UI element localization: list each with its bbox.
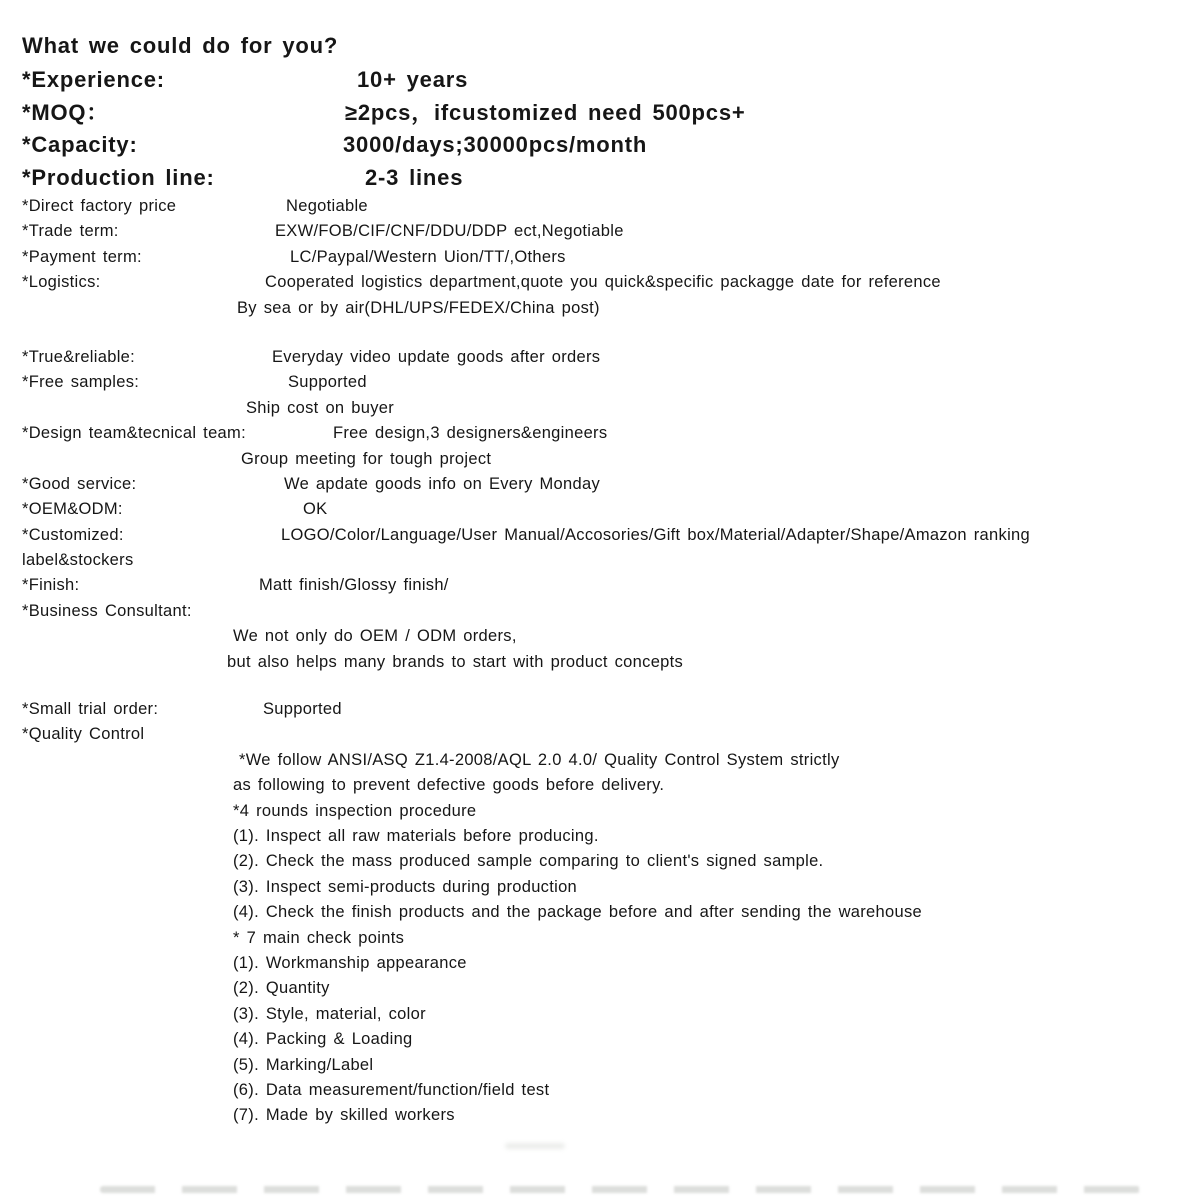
line-value: ≥2pcs，ifcustomized need 500pcs+ bbox=[345, 99, 746, 125]
cropped-bottom-text-artifact bbox=[100, 1186, 1140, 1193]
doc-line bbox=[0, 1002, 1200, 1027]
line-value: 10+ years bbox=[357, 67, 469, 92]
line-value: LC/Paypal/Western Uion/TT/,Others bbox=[290, 247, 566, 266]
line-label: *MOQ： bbox=[22, 99, 110, 125]
doc-line bbox=[0, 296, 1200, 321]
line-value: (7). Made by skilled workers bbox=[233, 1106, 455, 1125]
doc-line bbox=[0, 245, 1200, 270]
line-value: *We follow ANSI/ASQ Z1.4-2008/AQL 2.0 4.0/ Quality Control System strictly bbox=[239, 750, 840, 769]
line-label: *Capacity: bbox=[22, 132, 138, 157]
doc-line bbox=[0, 523, 1200, 548]
doc-line bbox=[0, 129, 1200, 162]
line-value: (4). Check the finish products and the package before and after sending the warehouse bbox=[233, 903, 922, 922]
doc-line bbox=[0, 421, 1200, 446]
line-label: *Logistics: bbox=[22, 273, 101, 292]
line-label: *Good service: bbox=[22, 474, 137, 493]
line-label: *Experience: bbox=[22, 67, 165, 92]
line-value: LOGO/Color/Language/User Manual/Accosories/Gift box/Material/Adapter/Shape/Amazon ranking bbox=[281, 525, 1030, 544]
doc-line bbox=[0, 370, 1200, 395]
doc-line bbox=[0, 824, 1200, 849]
line-label: *Design team&tecnical team: bbox=[22, 424, 246, 443]
line-value: (2). Quantity bbox=[233, 979, 330, 998]
doc-line bbox=[0, 97, 1200, 130]
page-title: What we could do for you? bbox=[22, 33, 339, 58]
line-value: (6). Data measurement/function/field test bbox=[233, 1080, 550, 1099]
line-value: Ship cost on buyer bbox=[246, 398, 395, 417]
doc-line bbox=[0, 548, 1200, 573]
doc-line bbox=[0, 926, 1200, 951]
doc-line bbox=[0, 396, 1200, 421]
line-value: 2-3 lines bbox=[365, 164, 464, 190]
scan-smudge-artifact bbox=[505, 1143, 565, 1149]
doc-line bbox=[0, 951, 1200, 976]
doc-line bbox=[0, 799, 1200, 824]
line-value: (3). Style, material, color bbox=[233, 1004, 426, 1023]
line-label: *Customized: bbox=[22, 525, 124, 544]
line-value: * 7 main check points bbox=[233, 928, 405, 947]
line-value: (5). Marking/Label bbox=[233, 1055, 374, 1074]
line-value: OK bbox=[303, 500, 328, 519]
line-value: By sea or by air(DHL/UPS/FEDEX/China post) bbox=[237, 298, 600, 317]
doc-line bbox=[0, 748, 1200, 773]
line-value: Everyday video update goods after orders bbox=[272, 347, 601, 366]
line-label: *Direct factory price bbox=[22, 197, 177, 215]
line-value: EXW/FOB/CIF/CNF/DDU/DDP ect,Negotiable bbox=[275, 222, 624, 241]
line-label: *Free samples: bbox=[22, 373, 140, 392]
doc-line bbox=[0, 64, 1200, 97]
line-label: *Quality Control bbox=[22, 725, 145, 744]
line-value: Supported bbox=[288, 373, 367, 392]
line-label: *Finish: bbox=[22, 576, 80, 595]
doc-line bbox=[0, 650, 1200, 675]
doc-line bbox=[0, 162, 1200, 195]
line-label: *OEM&ODM: bbox=[22, 500, 123, 519]
doc-line bbox=[0, 773, 1200, 798]
line-label: *Business Consultant: bbox=[22, 601, 192, 620]
line-label: *Trade term: bbox=[22, 222, 119, 241]
line-value: (2). Check the mass produced sample comparing to client's signed sample. bbox=[233, 852, 824, 871]
line-label: *Payment term: bbox=[22, 247, 142, 266]
line-value: but also helps many brands to start with product concepts bbox=[227, 652, 684, 671]
line-value: Negotiable bbox=[286, 197, 368, 215]
page-title-line bbox=[0, 28, 1200, 64]
doc-line bbox=[0, 624, 1200, 649]
doc-line bbox=[0, 472, 1200, 497]
line-value: We not only do OEM / ODM orders, bbox=[233, 627, 517, 646]
doc-line bbox=[0, 1078, 1200, 1103]
line-value: We apdate goods info on Every Monday bbox=[284, 474, 601, 493]
doc-line bbox=[0, 194, 1200, 219]
doc-line bbox=[0, 976, 1200, 1001]
line-label: label&stockers bbox=[22, 551, 134, 570]
line-value: (3). Inspect semi-products during production bbox=[233, 877, 578, 896]
line-value: Matt finish/Glossy finish/ bbox=[259, 576, 449, 595]
line-value: Free design,3 designers&engineers bbox=[333, 424, 608, 443]
doc-line bbox=[0, 599, 1200, 624]
line-value: as following to prevent defective goods before delivery. bbox=[233, 776, 665, 795]
line-label: *Production line: bbox=[22, 164, 215, 190]
doc-line bbox=[0, 900, 1200, 925]
line-value: Supported bbox=[263, 700, 342, 719]
doc-line bbox=[0, 1027, 1200, 1052]
doc-line bbox=[0, 573, 1200, 598]
line-value: *4 rounds inspection procedure bbox=[233, 801, 477, 820]
doc-line bbox=[0, 722, 1200, 747]
doc-line bbox=[0, 219, 1200, 244]
line-value: (4). Packing & Loading bbox=[233, 1030, 413, 1049]
doc-line bbox=[0, 497, 1200, 522]
line-label: *Small trial order: bbox=[22, 700, 159, 719]
line-value: Cooperated logistics department,quote you quick&specific packagge date for reference bbox=[265, 273, 941, 292]
line-label: *True&reliable: bbox=[22, 347, 136, 366]
doc-line bbox=[0, 345, 1200, 370]
line-value: Group meeting for tough project bbox=[241, 449, 492, 468]
doc-line bbox=[0, 875, 1200, 900]
doc-line bbox=[0, 447, 1200, 472]
line-value: 3000/days;30000pcs/month bbox=[343, 132, 648, 157]
doc-line bbox=[0, 849, 1200, 874]
doc-line bbox=[0, 697, 1200, 722]
doc-line bbox=[0, 270, 1200, 295]
line-value: (1). Inspect all raw materials before producing. bbox=[233, 826, 599, 845]
line-value: (1). Workmanship appearance bbox=[233, 953, 467, 972]
doc-line bbox=[0, 1103, 1200, 1128]
doc-line bbox=[0, 1053, 1200, 1078]
